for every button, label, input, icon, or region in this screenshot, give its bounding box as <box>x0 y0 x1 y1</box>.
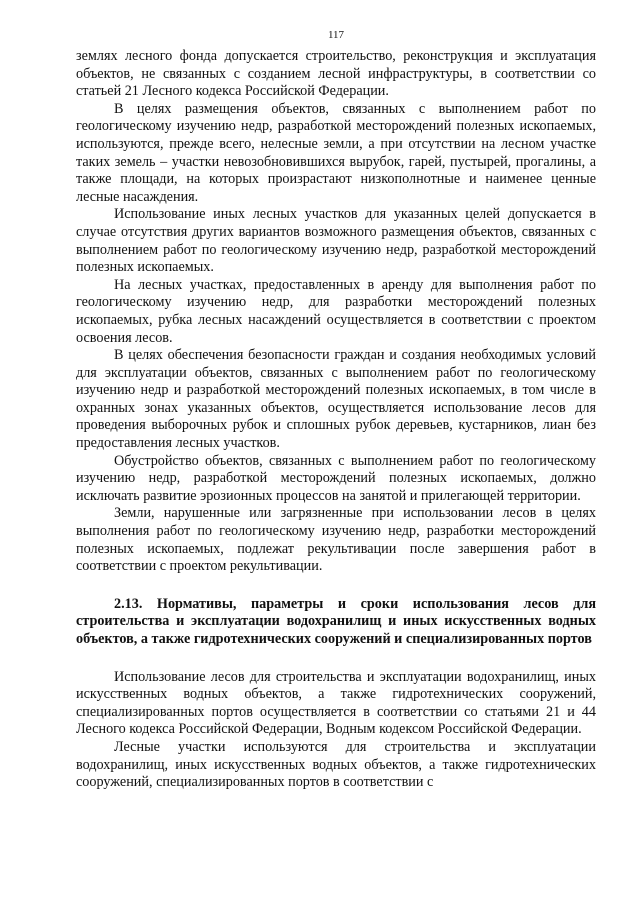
paragraph: Использование лесов для строительства и эксплуатации водохранилищ, иных искусственных водных объектов, а также гидротехнических сооружений, специализированных портов осуществляется в соответствии со статьями 21 и 44 Лесного кодекса Российской Федерации, Водным кодексом Российской Федерации. <box>76 668 596 738</box>
paragraph: Использование иных лесных участков для указанных целей допускается в случае отсутствия других вариантов возможного размещения объектов, связанных с выполнением работ по геологическому изучению недр, разработкой месторождений полезных ископаемых. <box>76 206 596 276</box>
paragraph: В целях обеспечения безопасности граждан и создания необходимых условий для эксплуатации объектов, связанных с выполнением работ по геологическому изучению недр и разработкой месторождений полезных ископаемых, в том числе в охранных зонах указанных объектов, осуществляется использование лесов для проведения выборочных рубок и сплошных рубок деревьев, кустарников, лиан без предоставления лесных участков. <box>76 347 596 452</box>
section-heading: 2.13. Нормативы, параметры и сроки использования лесов для строительства и эксплуатации водохранилищ и иных искусственных водных объектов, а также гидротехнических сооружений и специализированных портов <box>76 595 596 647</box>
paragraph: В целях размещения объектов, связанных с выполнением работ по геологическому изучению недр, разработкой месторождений полезных ископаемых, используются, прежде всего, нелесные земли, а при отсутствии на лесном участке таких земель – участки невозобновившихся вырубок, гарей, пустырей, прогалины, а также площади, на которых произрастают низкополнотные и наименее ценные лесные насаждения. <box>76 100 596 205</box>
paragraph: На лесных участках, предоставленных в аренду для выполнения работ по геологическому изучению недр, для разработки месторождений полезных ископаемых, рубка лесных насаждений осуществляется в соответствии с проектом освоения лесов. <box>76 276 596 346</box>
paragraph: Лесные участки используются для строительства и эксплуатации водохранилищ, иных искусственных водных объектов, а также гидротехнических сооружений, специализированных портов в соответствии с <box>76 738 596 791</box>
document-page <box>76 26 596 792</box>
paragraph: землях лесного фонда допускается строительство, реконструкция и эксплуатация объектов, не связанных с созданием лесной инфраструктуры, в соответствии со статьей 21 Лесного кодекса Российской Федерации. <box>76 48 596 100</box>
page-number: 117 <box>327 29 345 41</box>
paragraph: Земли, нарушенные или загрязненные при использовании лесов в целях выполнения работ по геологическому изучению недр, разработки месторождений полезных ископаемых, подлежат рекультивации после завершения работ в соответствии с проектом рекультивации. <box>76 505 596 575</box>
paragraph: Обустройство объектов, связанных с выполнением работ по геологическому изучению недр, разработкой месторождений полезных ископаемых, должно исключать развитие эрозионных процессов на занятой и прилегающей территории. <box>76 452 596 504</box>
